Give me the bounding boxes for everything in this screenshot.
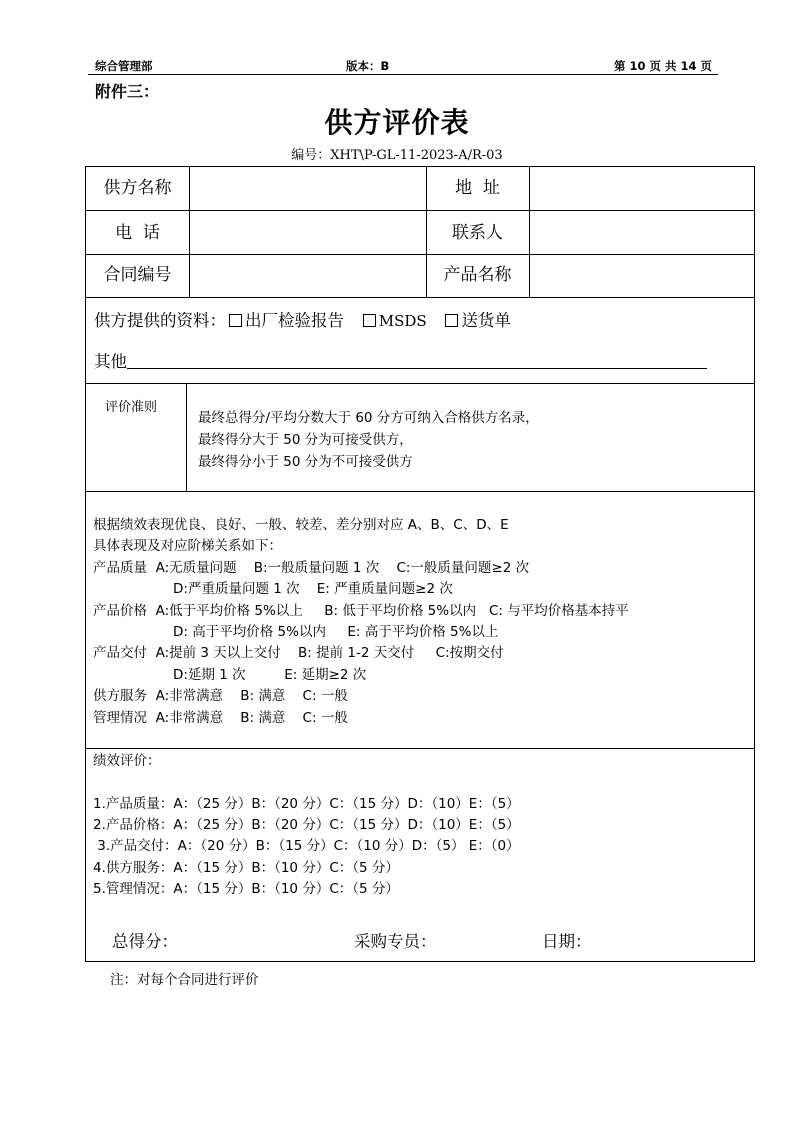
contract-number-field[interactable]	[190, 264, 426, 286]
attachment-label: 附件三：	[95, 82, 160, 101]
grade-line: 产品质量 A:无质量问题 B:一般质量问题 1 次 C:一般质量问题≥2 次	[93, 559, 530, 576]
score-line: 2.产品价格：A：（25 分）B：（20 分）C：（15 分）D：（10）E：（5）	[93, 817, 520, 834]
grading-rules	[93, 515, 629, 729]
criteria-line: 最终总得分/平均分数大于 60 分方可纳入合格供方名录，	[198, 410, 539, 426]
score-line: 3.产品交付：A：（20 分）B：（15 分）C：（10 分）D：（5） E：（0）	[93, 838, 520, 855]
grade-line: 产品交付 A:提前 3 天以上交付 B: 提前 1-2 天交付 C:按期交付	[93, 645, 504, 662]
grade-line: 供方服务 A:非常满意 B: 满意 C: 一般	[93, 688, 348, 705]
criteria-line: 最终得分小于 50 分为不可接受供方	[198, 454, 413, 470]
purchaser-label: 采购专员：	[354, 932, 437, 951]
grade-line: D:延期 1 次 E: 延期≥2 次	[173, 666, 367, 683]
supplier-name-label: 供方名称	[103, 178, 172, 198]
option-factory-report: 出厂检验报告	[245, 311, 344, 330]
row-divider	[86, 254, 754, 255]
supplier-documents-label: 供方提供的资料：	[94, 311, 226, 330]
grading-intro-line: 具体表现及对应阶梯关系如下：	[93, 538, 282, 555]
criteria-line: 最终得分大于 50 分为可接受供方，	[198, 432, 413, 448]
document-code: 编号：XHT\P-GL-11-2023-A/R-03	[291, 148, 503, 163]
header-department: 综合管理部	[95, 59, 153, 73]
criteria-label: 评价准则	[105, 400, 158, 415]
date-label: 日期：	[542, 932, 592, 951]
performance-title: 绩效评价：	[93, 753, 161, 769]
address-field[interactable]	[530, 177, 754, 199]
header-version: 版本：B	[346, 59, 390, 73]
checkbox-msds[interactable]	[363, 314, 376, 327]
product-name-field[interactable]	[530, 264, 754, 286]
phone-field[interactable]	[190, 222, 426, 244]
score-line: 4.供方服务：A：（15 分）B：（10 分）C：（5 分）	[93, 859, 399, 876]
supplier-name-field[interactable]	[190, 177, 426, 199]
other-documents-label: 其他	[94, 352, 127, 371]
page-title: 供方评价表	[324, 106, 470, 139]
column-divider	[186, 383, 187, 491]
header-page-number: 第 10 页 共 14 页	[614, 59, 713, 73]
grading-intro-line: 根据绩效表现优良、良好、一般、较差、差分别对应 A、B、C、D、E	[93, 517, 509, 533]
contact-label: 联系人	[452, 223, 503, 243]
grade-line: 产品价格 A:低于平均价格 5%以上 B: 低于平均价格 5%以内 C: 与平均价格基本持平	[93, 602, 629, 619]
criteria-text	[198, 407, 539, 473]
footnote: 注：对每个合同进行评价	[110, 972, 259, 988]
row-divider	[86, 748, 754, 749]
grade-line: 管理情况 A:非常满意 B: 满意 C: 一般	[93, 709, 348, 726]
checkbox-factory-report[interactable]	[229, 314, 242, 327]
other-documents-field[interactable]	[127, 352, 707, 369]
other-documents-row	[94, 351, 707, 373]
phone-label: 电 话	[115, 223, 160, 243]
contract-number-label: 合同编号	[103, 265, 172, 285]
grade-line: D:严重质量问题 1 次 E: 严重质量问题≥2 次	[173, 581, 453, 598]
row-divider	[86, 210, 754, 211]
performance-scores	[93, 794, 520, 900]
option-msds: MSDS	[378, 312, 427, 330]
score-line: 5.管理情况：A：（15 分）B：（10 分）C：（5 分）	[93, 880, 399, 897]
grade-line: D: 高于平均价格 5%以内 E: 高于平均价格 5%以上	[173, 624, 499, 641]
row-divider	[86, 491, 754, 492]
option-delivery-note: 送货单	[461, 311, 511, 330]
evaluation-form	[85, 166, 755, 962]
supplier-documents-row	[94, 310, 511, 332]
address-label: 地 址	[455, 178, 500, 198]
contact-field[interactable]	[530, 222, 754, 244]
score-line: 1.产品质量：A：（25 分）B：（20 分）C：（15 分）D：（10）E：（5）	[93, 796, 520, 812]
product-name-label: 产品名称	[443, 265, 512, 285]
checkbox-delivery-note[interactable]	[445, 314, 458, 327]
total-score-label: 总得分：	[112, 932, 178, 951]
row-divider	[86, 297, 754, 298]
header-divider	[88, 74, 718, 75]
